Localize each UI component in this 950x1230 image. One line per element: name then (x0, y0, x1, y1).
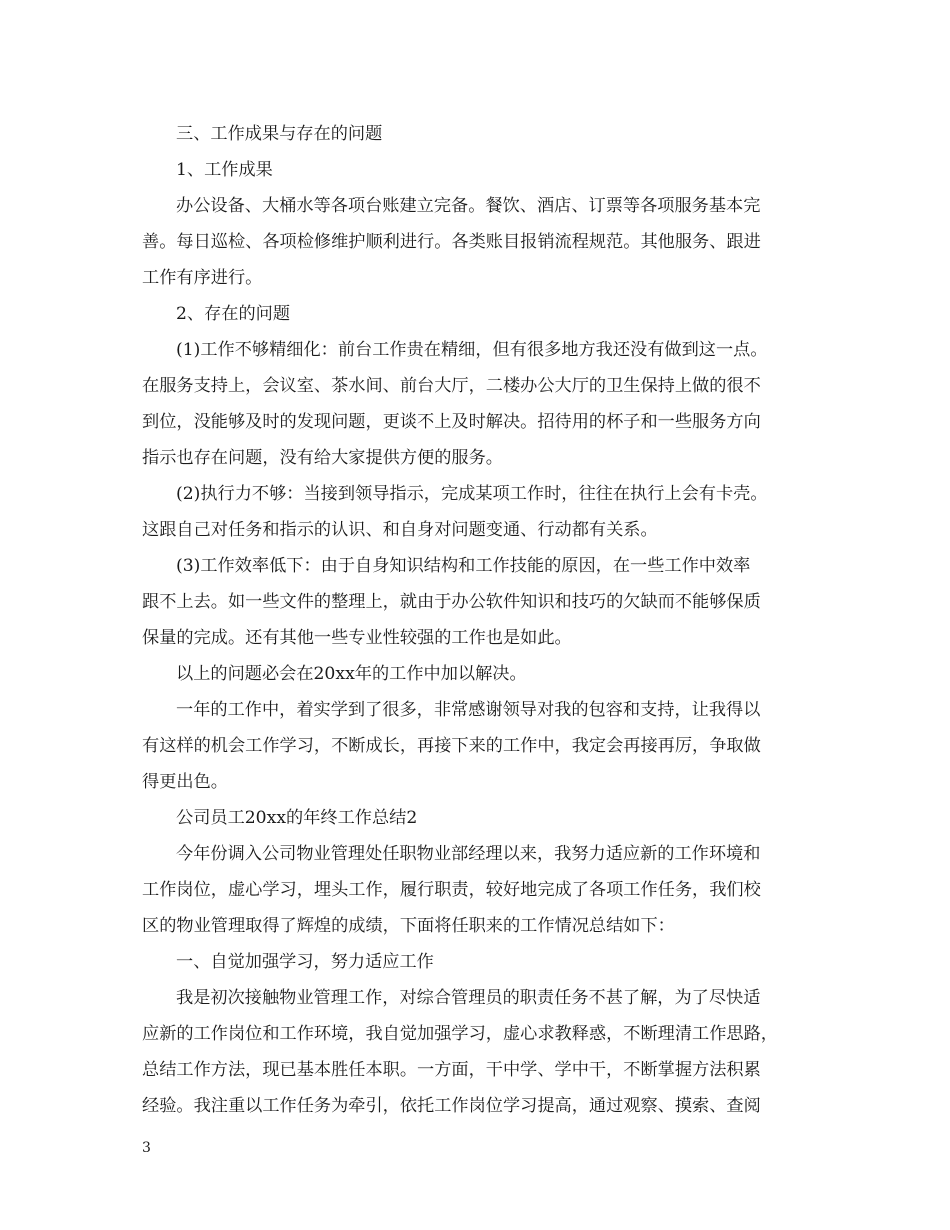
section-heading: 一、自觉加强学习，努力适应工作 (176, 952, 434, 972)
text-line: 以上的问题必会在20xx年的工作中加以解决。 (176, 664, 527, 684)
text-line: 总结工作方法，现已基本胜任本职。一方面，干中学、学中干，不断掌握方法积累 (142, 1060, 761, 1080)
text-line: 办公设备、大桶水等各项台账建立完备。餐饮、酒店、订票等各项服务基本完 (176, 196, 761, 216)
text-line: 跟不上去。如一些文件的整理上，就由于办公软件知识和技巧的欠缺而不能够保质 (142, 592, 761, 612)
text-line: (1)工作不够精细化：前台工作贵在精细，但有很多地方我还没有做到这一点。 (176, 340, 768, 360)
text-line: (3)工作效率低下：由于自身知识结构和工作技能的原因，在一些工作中效率 (176, 556, 751, 576)
text-line: 工作岗位，虚心学习，埋头工作，履行职责，较好地完成了各项工作任务，我们校 (142, 880, 761, 900)
text-line: 今年份调入公司物业管理处任职物业部经理以来，我努力适应新的工作环境和 (176, 844, 761, 864)
text-line: 经验。我注重以工作任务为牵引，依托工作岗位学习提高，通过观察、摸索、查阅 (142, 1096, 761, 1116)
text-line: 到位，没能够及时的发现问题，更谈不上及时解决。招待用的杯子和一些服务方向 (142, 412, 761, 432)
text-line: 得更出色。 (142, 772, 228, 792)
section-heading: 三、工作成果与存在的问题 (176, 124, 383, 144)
text-line: 指示也存在问题，没有给大家提供方便的服务。 (142, 448, 503, 468)
text-line: 善。每日巡检、各项检修维护顺利进行。各类账目报销流程规范。其他服务、跟进 (142, 232, 761, 252)
document-subtitle: 公司员工20xx的年终工作总结2 (176, 808, 418, 828)
page-number: 3 (142, 1140, 151, 1156)
subsection-heading: 1、工作成果 (176, 160, 273, 180)
subsection-heading: 2、存在的问题 (176, 304, 291, 324)
text-line: 保量的完成。还有其他一些专业性较强的工作也是如此。 (142, 628, 572, 648)
text-line: 区的物业管理取得了辉煌的成绩，下面将任职来的工作情况总结如下： (142, 916, 675, 936)
text-line: 我是初次接触物业管理工作，对综合管理员的职责任务不甚了解，为了尽快适 (176, 988, 761, 1008)
text-line: 在服务支持上，会议室、茶水间、前台大厅，二楼办公大厅的卫生保持上做的很不 (142, 376, 761, 396)
text-line: 应新的工作岗位和工作环境，我自觉加强学习，虚心求教释惑，不断理清工作思路， (142, 1024, 778, 1044)
text-line: 这跟自己对任务和指示的认识、和自身对问题变通、行动都有关系。 (142, 520, 658, 540)
text-line: (2)执行力不够：当接到领导指示，完成某项工作时，往往在执行上会有卡壳。 (176, 484, 768, 504)
text-line: 一年的工作中，着实学到了很多，非常感谢领导对我的包容和支持，让我得以 (176, 700, 761, 720)
text-line: 工作有序进行。 (142, 268, 263, 288)
text-line: 有这样的机会工作学习，不断成长，再接下来的工作中，我定会再接再厉，争取做 (142, 736, 761, 756)
